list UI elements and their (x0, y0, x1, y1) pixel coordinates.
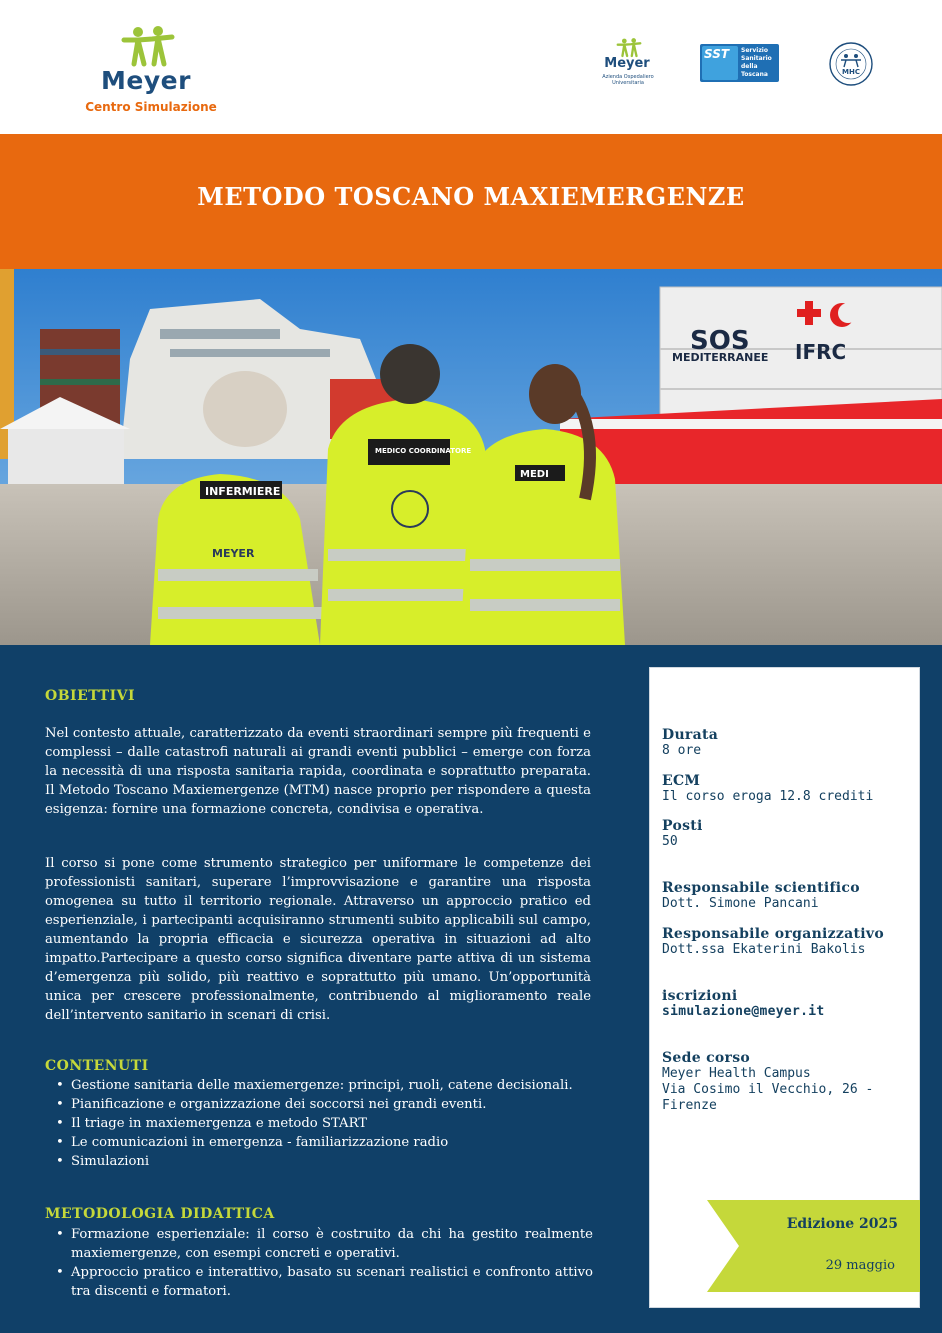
course-title: METODO TOSCANO MAXIEMERGENZE (197, 182, 745, 211)
mediterranee-text: MEDITERRANEE (672, 351, 769, 364)
sst-mark (702, 46, 738, 80)
meyer-small-figures-icon (614, 38, 644, 58)
title-band (0, 134, 942, 269)
meyer-centro-simulazione-logo (85, 26, 217, 118)
hero-photo-illustration (0, 269, 942, 645)
list-item: • Formazione esperienziale: il corso è costruito da chi ha gestito realmente maxiemergenze, con esempi concreti e operativi. (45, 1225, 593, 1263)
list-item: • Pianificazione e organizzazione dei soccorsi nei grandi eventi. (45, 1095, 593, 1114)
duration-label: Durata (662, 727, 719, 743)
registration-label: iscrizioni (662, 988, 738, 1004)
venue-line-2: Via Cosimo il Vecchio, 26 - (662, 1082, 874, 1097)
meyer-figures-icon (116, 26, 180, 68)
seats-label: Posti (662, 818, 703, 834)
registration-email[interactable]: simulazione@meyer.it (662, 1004, 825, 1019)
organizer-label: Responsabile organizzativo (662, 926, 884, 942)
methodology-list (45, 1225, 593, 1301)
hero-photo (0, 269, 942, 645)
medico-coordinatore-label: MEDICO COORDINATORE (375, 447, 472, 455)
sst-brand: SST (704, 47, 730, 61)
header (0, 0, 942, 134)
scientific-lead-value: Dott. Simone Pancani (662, 896, 819, 911)
venue-line-3: Firenze (662, 1098, 717, 1113)
meyer-brand-text: Meyer (101, 66, 191, 95)
scientific-lead-label: Responsabile scientifico (662, 880, 860, 896)
mhc-campus-logo (826, 41, 876, 87)
methodology-title: METODOLOGIA DIDATTICA (45, 1206, 275, 1222)
objectives-paragraph-1: Nel contesto attuale, caratterizzato da eventi straordinari sempre più frequenti e complessi – dalle catastrofi naturali ai grandi eventi pubblici – emerge con forza la necessità di una risposta sanitaria rapida, coordinata e soprattutto preparata. Il Metodo Toscano Maxiemergenze (MTM) nasce proprio per rispondere a questa esigenza: fornire una formazione concreta, condivisa e operativa. (45, 726, 591, 817)
sst-logo (700, 44, 779, 82)
mhc-text: MHC (842, 68, 860, 76)
edition-label: Edizione 2025 (786, 1216, 898, 1232)
ribbon-shape (707, 1200, 920, 1292)
contents-list (45, 1076, 593, 1171)
meyer-aou-logo (598, 38, 658, 90)
objectives-paragraph-2: Il corso si pone come strumento strategico per uniformare le competenze dei professionisti sanitari, superare l’improvvisazione e garantire una risposta omogenea su tutto il territorio regionale. Attraverso un approccio pratico ed esperienziale, i partecipanti acquisiranno strumenti subito applicabili sul campo, aumentando la propria efficacia e sicurezza operativa in situazioni ad alto impatto.Partecipare a questo corso significa diventare parte attiva di un sistema d’emergenza più solido, più reattivo e soprattutto più umano. Un’opportunità unica per crescere professionalmente, contribuendo al miglioramento reale dell’intervento sanitario in scenari di crisi. (45, 856, 591, 1023)
jacket-brand-1: MEYER (212, 547, 255, 560)
edition-ribbon (707, 1200, 920, 1292)
medi-label: MEDI (520, 469, 549, 480)
meyer-aou-subtitle: Azienda Ospedaliero Universitaria (602, 74, 654, 86)
organizer-value: Dott.ssa Ekaterini Bakolis (662, 942, 866, 957)
list-item: • Il triage in maxiemergenza e metodo START (45, 1114, 593, 1133)
list-item: • Approccio pratico e interattivo, basato su scenari realistici e confronto attivo tra discenti e formatori. (45, 1263, 593, 1301)
list-item: • Simulazioni (45, 1152, 593, 1171)
list-item: • Gestione sanitaria delle maxiemergenze: principi, ruoli, catene decisionali. (45, 1076, 593, 1095)
contents-title: CONTENUTI (45, 1058, 149, 1074)
seats-value: 50 (662, 834, 678, 849)
ecm-label: ECM (662, 773, 701, 789)
venue-line-1: Meyer Health Campus (662, 1066, 811, 1081)
duration-value: 8 ore (662, 743, 702, 758)
sst-subtitle: Servizio Sanitario della Toscana (741, 47, 772, 78)
list-item: • Le comunicazioni in emergenza - familiarizzazione radio (45, 1133, 593, 1152)
sos-text: SOS (690, 326, 750, 356)
ecm-value: Il corso eroga 12.8 crediti (662, 789, 874, 804)
edition-date: 29 maggio (825, 1258, 895, 1273)
ifrc-text: IFRC (795, 340, 847, 364)
centro-simulazione-text: Centro Simulazione (85, 100, 217, 114)
venue-label: Sede corso (662, 1050, 751, 1066)
objectives-title: OBIETTIVI (45, 688, 136, 704)
infermiere-label: INFERMIERE (205, 485, 281, 498)
meyer-aou-brand: Meyer (604, 56, 650, 71)
